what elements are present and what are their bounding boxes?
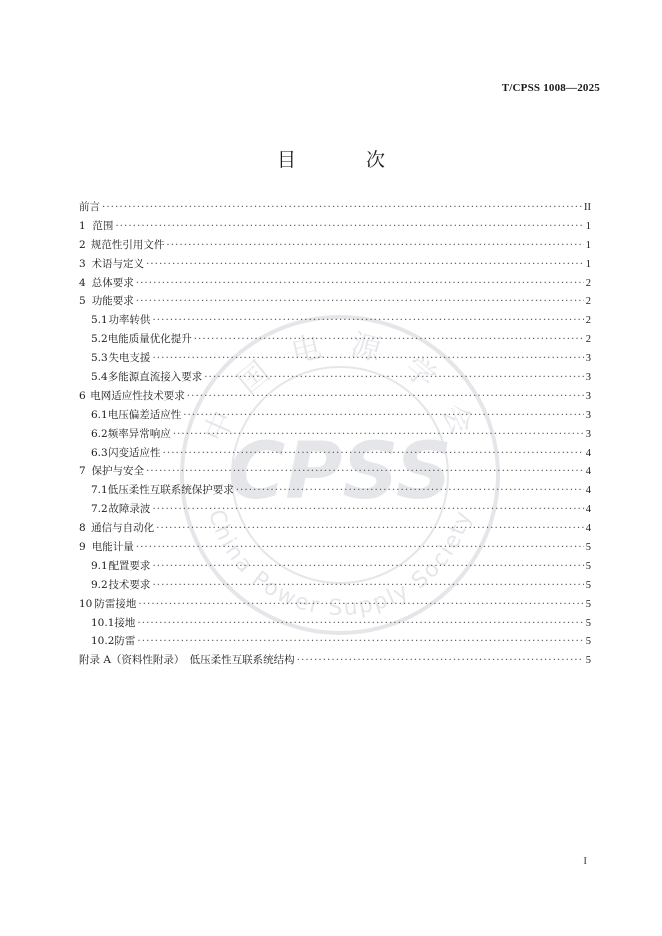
toc-entry-number: 6.3 bbox=[91, 446, 108, 459]
toc-entry-title: 防雷 bbox=[114, 635, 136, 648]
toc-entry-title: 总体要求 bbox=[91, 276, 134, 289]
toc-leader-dots bbox=[102, 201, 582, 213]
toc-entry-page: 5 bbox=[585, 617, 591, 629]
toc-leader-dots bbox=[136, 541, 584, 553]
toc-leader-dots bbox=[138, 598, 583, 610]
toc-entry-number: 5.2 bbox=[91, 333, 108, 346]
toc-entry-page: 3 bbox=[585, 353, 591, 365]
toc-leader-dots bbox=[115, 220, 583, 232]
toc-entry-number: 1 bbox=[79, 219, 86, 232]
toc-entry-title: 保护与安全 bbox=[91, 465, 144, 478]
toc-entry-title: 配置要求 bbox=[108, 559, 151, 572]
toc-entry-page: 4 bbox=[585, 466, 591, 478]
toc-entry-number: 5.3 bbox=[91, 352, 108, 365]
toc-entry[interactable] bbox=[79, 350, 591, 369]
toc-entry-number: 7.1 bbox=[91, 484, 108, 497]
toc-entry-title: 规范性引用文件 bbox=[90, 238, 165, 251]
toc-entry-page: 5 bbox=[585, 636, 591, 648]
toc-entry-number: 9.1 bbox=[91, 559, 108, 572]
toc-entry-number: 7.2 bbox=[91, 503, 108, 516]
toc-entry[interactable] bbox=[79, 539, 591, 558]
toc-entry-number: 10.2 bbox=[91, 635, 115, 648]
toc-entry[interactable] bbox=[79, 293, 591, 312]
toc-entry[interactable] bbox=[79, 312, 591, 331]
toc-leader-dots bbox=[187, 390, 584, 402]
toc-entry-title: 故障录波 bbox=[108, 503, 151, 516]
toc-entry[interactable] bbox=[79, 218, 591, 237]
toc-leader-dots bbox=[146, 258, 584, 270]
toc-entry-number: 6.1 bbox=[91, 408, 108, 421]
toc-entry-number: 5 bbox=[79, 295, 86, 308]
toc-entry-page: 2 bbox=[585, 296, 591, 308]
toc-entry-page: 2 bbox=[585, 277, 591, 289]
toc-entry-page: 1 bbox=[585, 220, 591, 232]
table-of-contents bbox=[79, 199, 591, 671]
toc-leader-dots bbox=[152, 314, 583, 326]
toc-entry[interactable] bbox=[79, 463, 591, 482]
toc-entry[interactable] bbox=[79, 652, 591, 671]
toc-entry[interactable] bbox=[79, 596, 591, 615]
toc-leader-dots bbox=[173, 428, 584, 440]
toc-entry-page: 3 bbox=[585, 390, 591, 402]
toc-entry-number: 5.4 bbox=[91, 371, 108, 384]
toc-entry-title: 附录 A（资料性附录） 低压柔性互联系统结构 bbox=[79, 654, 295, 667]
toc-entry-title: 通信与自动化 bbox=[91, 522, 155, 535]
toc-entry-number: 4 bbox=[79, 276, 86, 289]
toc-entry-page: 5 bbox=[585, 560, 591, 572]
toc-entry[interactable] bbox=[79, 482, 591, 501]
toc-entry-page: II bbox=[584, 202, 591, 213]
toc-entry-title: 防雷接地 bbox=[94, 597, 137, 610]
toc-leader-dots bbox=[137, 617, 583, 629]
toc-entry-title: 技术要求 bbox=[108, 578, 151, 591]
toc-entry-page: 3 bbox=[585, 428, 591, 440]
toc-entry-title: 电压偏差适应性 bbox=[107, 408, 182, 421]
toc-leader-dots bbox=[136, 277, 584, 289]
toc-entry-page: 1 bbox=[585, 239, 591, 251]
toc-entry-page: 5 bbox=[585, 579, 591, 591]
toc-entry-title: 电能质量优化提升 bbox=[107, 333, 192, 346]
toc-leader-dots bbox=[194, 333, 584, 345]
toc-entry[interactable] bbox=[79, 256, 591, 275]
toc-entry[interactable] bbox=[79, 558, 591, 577]
toc-leader-dots bbox=[152, 579, 583, 591]
toc-entry[interactable] bbox=[79, 520, 591, 539]
toc-entry-page: 3 bbox=[585, 372, 591, 384]
toc-entry-title: 前言 bbox=[79, 201, 100, 213]
toc-entry[interactable] bbox=[79, 275, 591, 294]
toc-entry[interactable] bbox=[79, 633, 591, 652]
toc-entry-title: 功率转供 bbox=[108, 314, 151, 327]
toc-entry-title: 多能源直流接入要求 bbox=[107, 371, 203, 384]
toc-entry-title: 范围 bbox=[92, 219, 114, 232]
toc-entry-page: 1 bbox=[585, 258, 591, 270]
toc-entry-number: 6.2 bbox=[91, 427, 108, 440]
toc-entry[interactable] bbox=[79, 237, 591, 256]
toc-entry-number: 5.1 bbox=[91, 314, 108, 327]
toc-entry-number: 10.1 bbox=[91, 616, 115, 629]
toc-entry-page: 5 bbox=[585, 655, 591, 667]
toc-entry[interactable] bbox=[79, 388, 591, 407]
toc-leader-dots bbox=[152, 352, 583, 364]
page-number: I bbox=[583, 855, 587, 867]
toc-leader-dots bbox=[152, 503, 583, 515]
toc-entry[interactable] bbox=[79, 615, 591, 634]
toc-entry[interactable] bbox=[79, 501, 591, 520]
toc-entry-title: 失电支援 bbox=[108, 352, 151, 365]
toc-entry[interactable] bbox=[79, 577, 591, 596]
toc-entry-page: 3 bbox=[585, 409, 591, 421]
toc-entry-page: 5 bbox=[585, 542, 591, 554]
toc-entry-title: 低压柔性互联系统保护要求 bbox=[107, 484, 234, 497]
toc-entry-number: 7 bbox=[79, 465, 86, 478]
toc-entry-page: 2 bbox=[585, 315, 591, 327]
toc-entry-number: 3 bbox=[79, 257, 86, 270]
toc-entry-number: 6 bbox=[79, 389, 86, 402]
toc-entry[interactable] bbox=[79, 445, 591, 464]
toc-entry-page: 4 bbox=[585, 447, 591, 459]
page-title: 目 次 bbox=[276, 149, 418, 171]
watermark-bottom-text: China Power Supply Society bbox=[202, 506, 477, 622]
toc-leader-dots bbox=[236, 484, 584, 496]
toc-leader-dots bbox=[137, 635, 583, 647]
toc-entry[interactable] bbox=[79, 331, 591, 350]
toc-entry-title: 频率异常响应 bbox=[107, 427, 171, 440]
toc-leader-dots bbox=[152, 560, 583, 572]
toc-entry[interactable] bbox=[79, 199, 591, 218]
toc-leader-dots bbox=[146, 465, 584, 477]
toc-entry-number: 2 bbox=[79, 238, 86, 251]
toc-entry-page: 4 bbox=[585, 485, 591, 497]
toc-leader-dots bbox=[166, 239, 583, 251]
toc-entry-number: 9 bbox=[79, 541, 86, 554]
watermark-mark: CPSS bbox=[228, 427, 452, 517]
toc-entry[interactable] bbox=[79, 426, 591, 445]
toc-leader-dots bbox=[136, 295, 584, 307]
toc-entry[interactable] bbox=[79, 369, 591, 388]
toc-leader-dots bbox=[163, 447, 584, 459]
toc-entry-page: 4 bbox=[585, 504, 591, 516]
toc-leader-dots bbox=[156, 522, 584, 534]
toc-entry-number: 8 bbox=[79, 522, 86, 535]
document-code: T/CPSS 1008—2025 bbox=[501, 82, 600, 94]
toc-entry-page: 5 bbox=[585, 598, 591, 610]
toc-entry-page: 4 bbox=[585, 523, 591, 535]
toc-entry-number: 9.2 bbox=[91, 578, 108, 591]
toc-leader-dots bbox=[204, 371, 584, 383]
toc-entry-title: 闪变适应性 bbox=[108, 446, 161, 459]
toc-entry-number: 10 bbox=[79, 597, 93, 610]
watermark-top-text: 中 国 电 源 学 会 bbox=[197, 327, 483, 448]
toc-entry-title: 电能计量 bbox=[91, 541, 134, 554]
toc-entry-title: 功能要求 bbox=[91, 295, 134, 308]
toc-leader-dots bbox=[297, 654, 584, 666]
toc-leader-dots bbox=[183, 409, 584, 421]
toc-entry[interactable] bbox=[79, 407, 591, 426]
toc-entry-title: 术语与定义 bbox=[91, 257, 144, 270]
toc-entry-title: 电网适应性技术要求 bbox=[90, 389, 185, 402]
toc-entry-title: 接地 bbox=[114, 616, 136, 629]
toc-entry-page: 2 bbox=[585, 334, 591, 346]
